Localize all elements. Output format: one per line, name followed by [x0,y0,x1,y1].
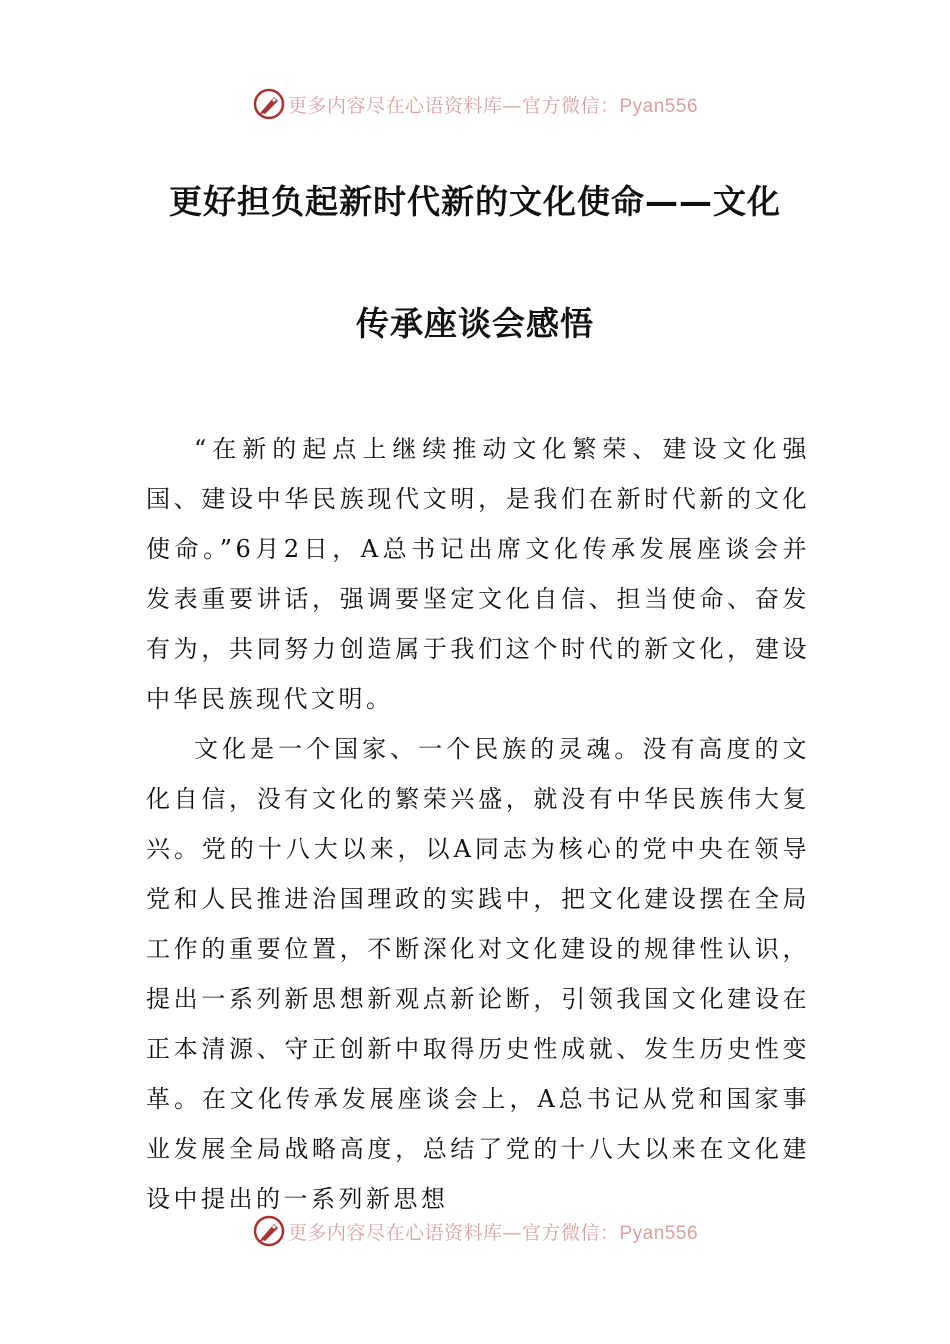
pen-nib-logo-icon [252,87,286,121]
watermark-wechat-id: Pyan556 [619,1222,699,1244]
document-body [146,424,810,1224]
footer-watermark [0,1211,950,1251]
watermark-text: 更多内容尽在心语资料库—官方微信： [287,94,620,117]
header-watermark [0,84,950,124]
document-title-line-1: 更好担负起新时代新的文化使命——文化 [169,182,781,221]
document-title-line-2: 传承座谈会感悟 [356,304,594,343]
paragraph-2: 文化是一个国家、一个民族的灵魂。没有高度的文化自信，没有文化的繁荣兴盛，就没有中华民族伟大复兴。党的十八大以来，以A同志为核心的党中央在领导党和人民推进治国理政的实践中，把文化建设摆在全局工作的重要位置，不断深化对文化建设的规律性认识，提出一系列新思想新观点新论断，引领我国文化建设在正本清源、守正创新中取得历史性成就、发生历史性变革。在文化传承发展座谈会上，A总书记从党和国家事业发展全局战略高度，总结了党的十八大以来在文化建设中提出的一系列新思想 [146,735,810,1213]
pen-nib-logo-icon [252,1214,286,1248]
watermark-text: 更多内容尽在心语资料库—官方微信： [287,1221,620,1244]
watermark-wechat-id: Pyan556 [619,95,699,117]
paragraph-1: “在新的起点上继续推动文化繁荣、建设文化强国、建设中华民族现代文明，是我们在新时代新的文化使命。”6月2日，A总书记出席文化传承发展座谈会并发表重要讲话，强调要坚定文化自信、担当使命、奋发有为，共同努力创造属于我们这个时代的新文化，建设中华民族现代文明。 [146,435,810,713]
